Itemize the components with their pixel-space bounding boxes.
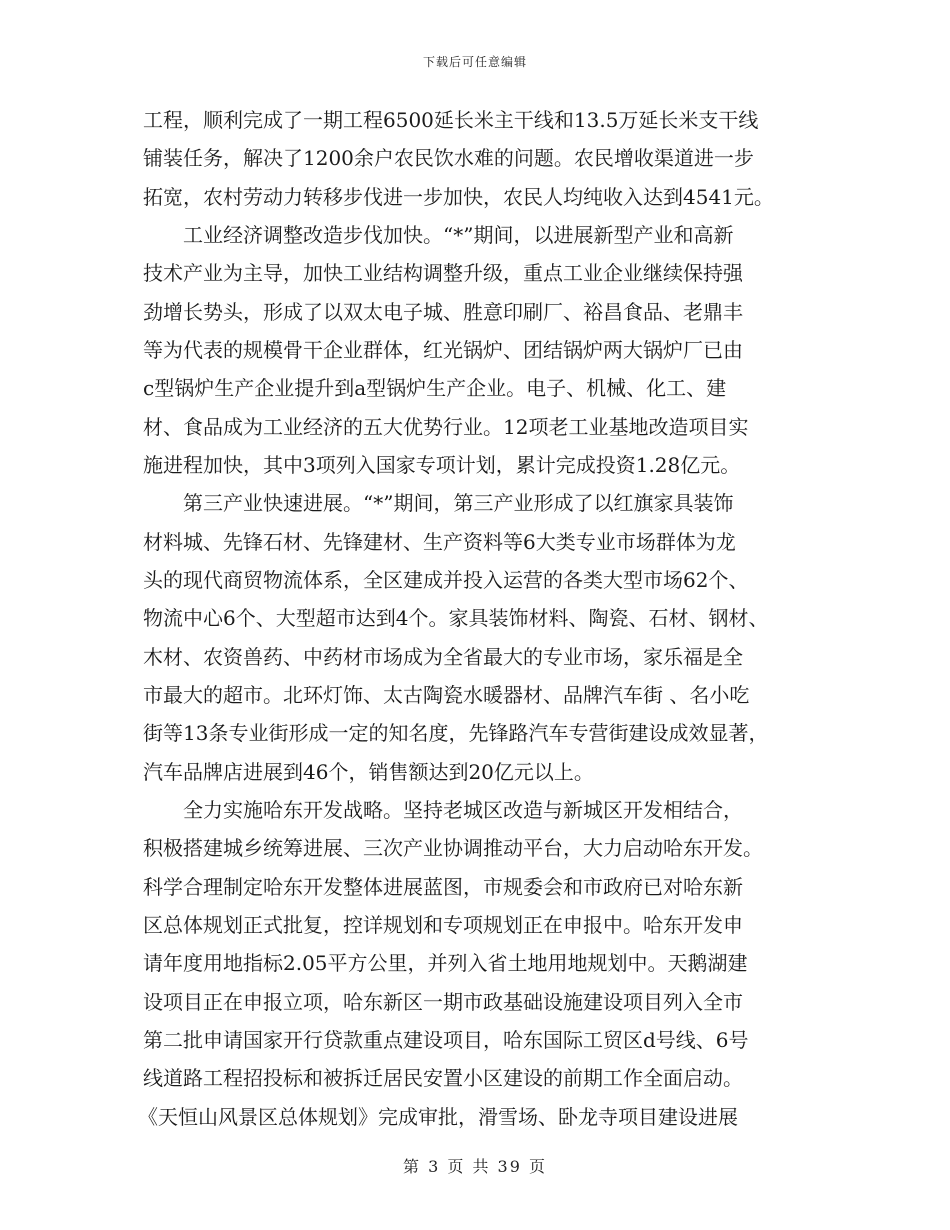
text-line: 铺装任务，解决了1200余户农民饮水难的问题。农民增收渠道进一步 [143,146,754,170]
text-line: 拓宽，农村劳动力转移步伐进一步加快，农民人均纯收入达到4541元。 [143,185,774,209]
text-line: c型锅炉生产企业提升到a型锅炉生产企业。电子、机械、化工、建 [143,376,727,400]
text-line: 请年度用地指标2.05平方公里，并列入省土地用地规划中。天鹅湖建 [143,951,748,975]
text-line: 《天恒山风景区总体规划》完成审批，滑雪场、卧龙寺项目建设进展 [138,1105,738,1129]
text-line: 技术产业为主导，加快工业结构调整升级，重点工业企业继续保持强 [143,261,743,285]
text-line: 汽车品牌店进展到46个，销售额达到20亿元以上。 [143,760,594,784]
text-line: 区总体规划正式批复，控详规划和专项规划正在申报中。哈东开发申 [143,913,743,937]
text-line: 工程，顺利完成了一期工程6500延长米主干线和13.5万延长米支干线 [143,108,759,132]
text-line: 线道路工程招投标和被拆迁居民安置小区建设的前期工作全面启动。 [143,1066,743,1090]
text-line: 第二批申请国家开行贷款重点建设项目，哈东国际工贸区d号线、6号 [143,1028,749,1052]
text-line: 劲增长势头，形成了以双太电子城、胜意印刷厂、裕昌食品、老鼎丰 [143,300,743,324]
page-header-note: 下载后可任意编辑 [422,55,527,69]
text-line: 物流中心6个、大型超市达到4个。家具装饰材料、陶瓷、石材、钢材、 [143,606,769,630]
text-line: 施进程加快，其中3项列入国家专项计划，累计完成投资1.28亿元。 [143,453,741,477]
text-line: 街等13条专业街形成一定的知名度，先锋路汽车专营街建设成效显著， [143,721,769,745]
text-line: 木材、农资兽药、中药材市场成为全省最大的专业市场，家乐福是全 [143,645,743,669]
text-line: 积极搭建城乡统筹进展、三次产业协调推动平台，大力启动哈东开发。 [143,836,763,860]
text-line: 科学合理制定哈东开发整体进展蓝图，市规委会和市政府已对哈东新 [143,875,743,899]
text-line: 头的现代商贸物流体系，全区建成并投入运营的各类大型市场62个、 [143,568,749,592]
text-line: 材、食品成为工业经济的五大优势行业。12项老工业基地改造项目实 [143,415,749,439]
paragraph-first-line: 全力实施哈东开发战略。坚持老城区改造与新城区开发相结合， [183,798,743,822]
text-line: 等为代表的规模骨干企业群体，红光锅炉、团结锅炉两大锅炉厂已由 [143,338,743,362]
text-line: 设项目正在申报立项，哈东新区一期市政基础设施建设项目列入全市 [143,990,743,1014]
paragraph-first-line: 工业经济调整改造步伐加快。“*”期间，以进展新型产业和高新 [183,223,734,247]
text-line: 市最大的超市。北环灯饰、太古陶瓷水暖器材、品牌汽车街 、名小吃 [143,683,750,707]
page-number-footer: 第 3 页 共 39 页 [403,1157,547,1176]
text-line: 材料城、先锋石材、先锋建材、生产资料等6大类专业市场群体为龙 [143,530,736,554]
paragraph-first-line: 第三产业快速进展。“*”期间，第三产业形成了以红旗家具装饰 [183,491,734,515]
